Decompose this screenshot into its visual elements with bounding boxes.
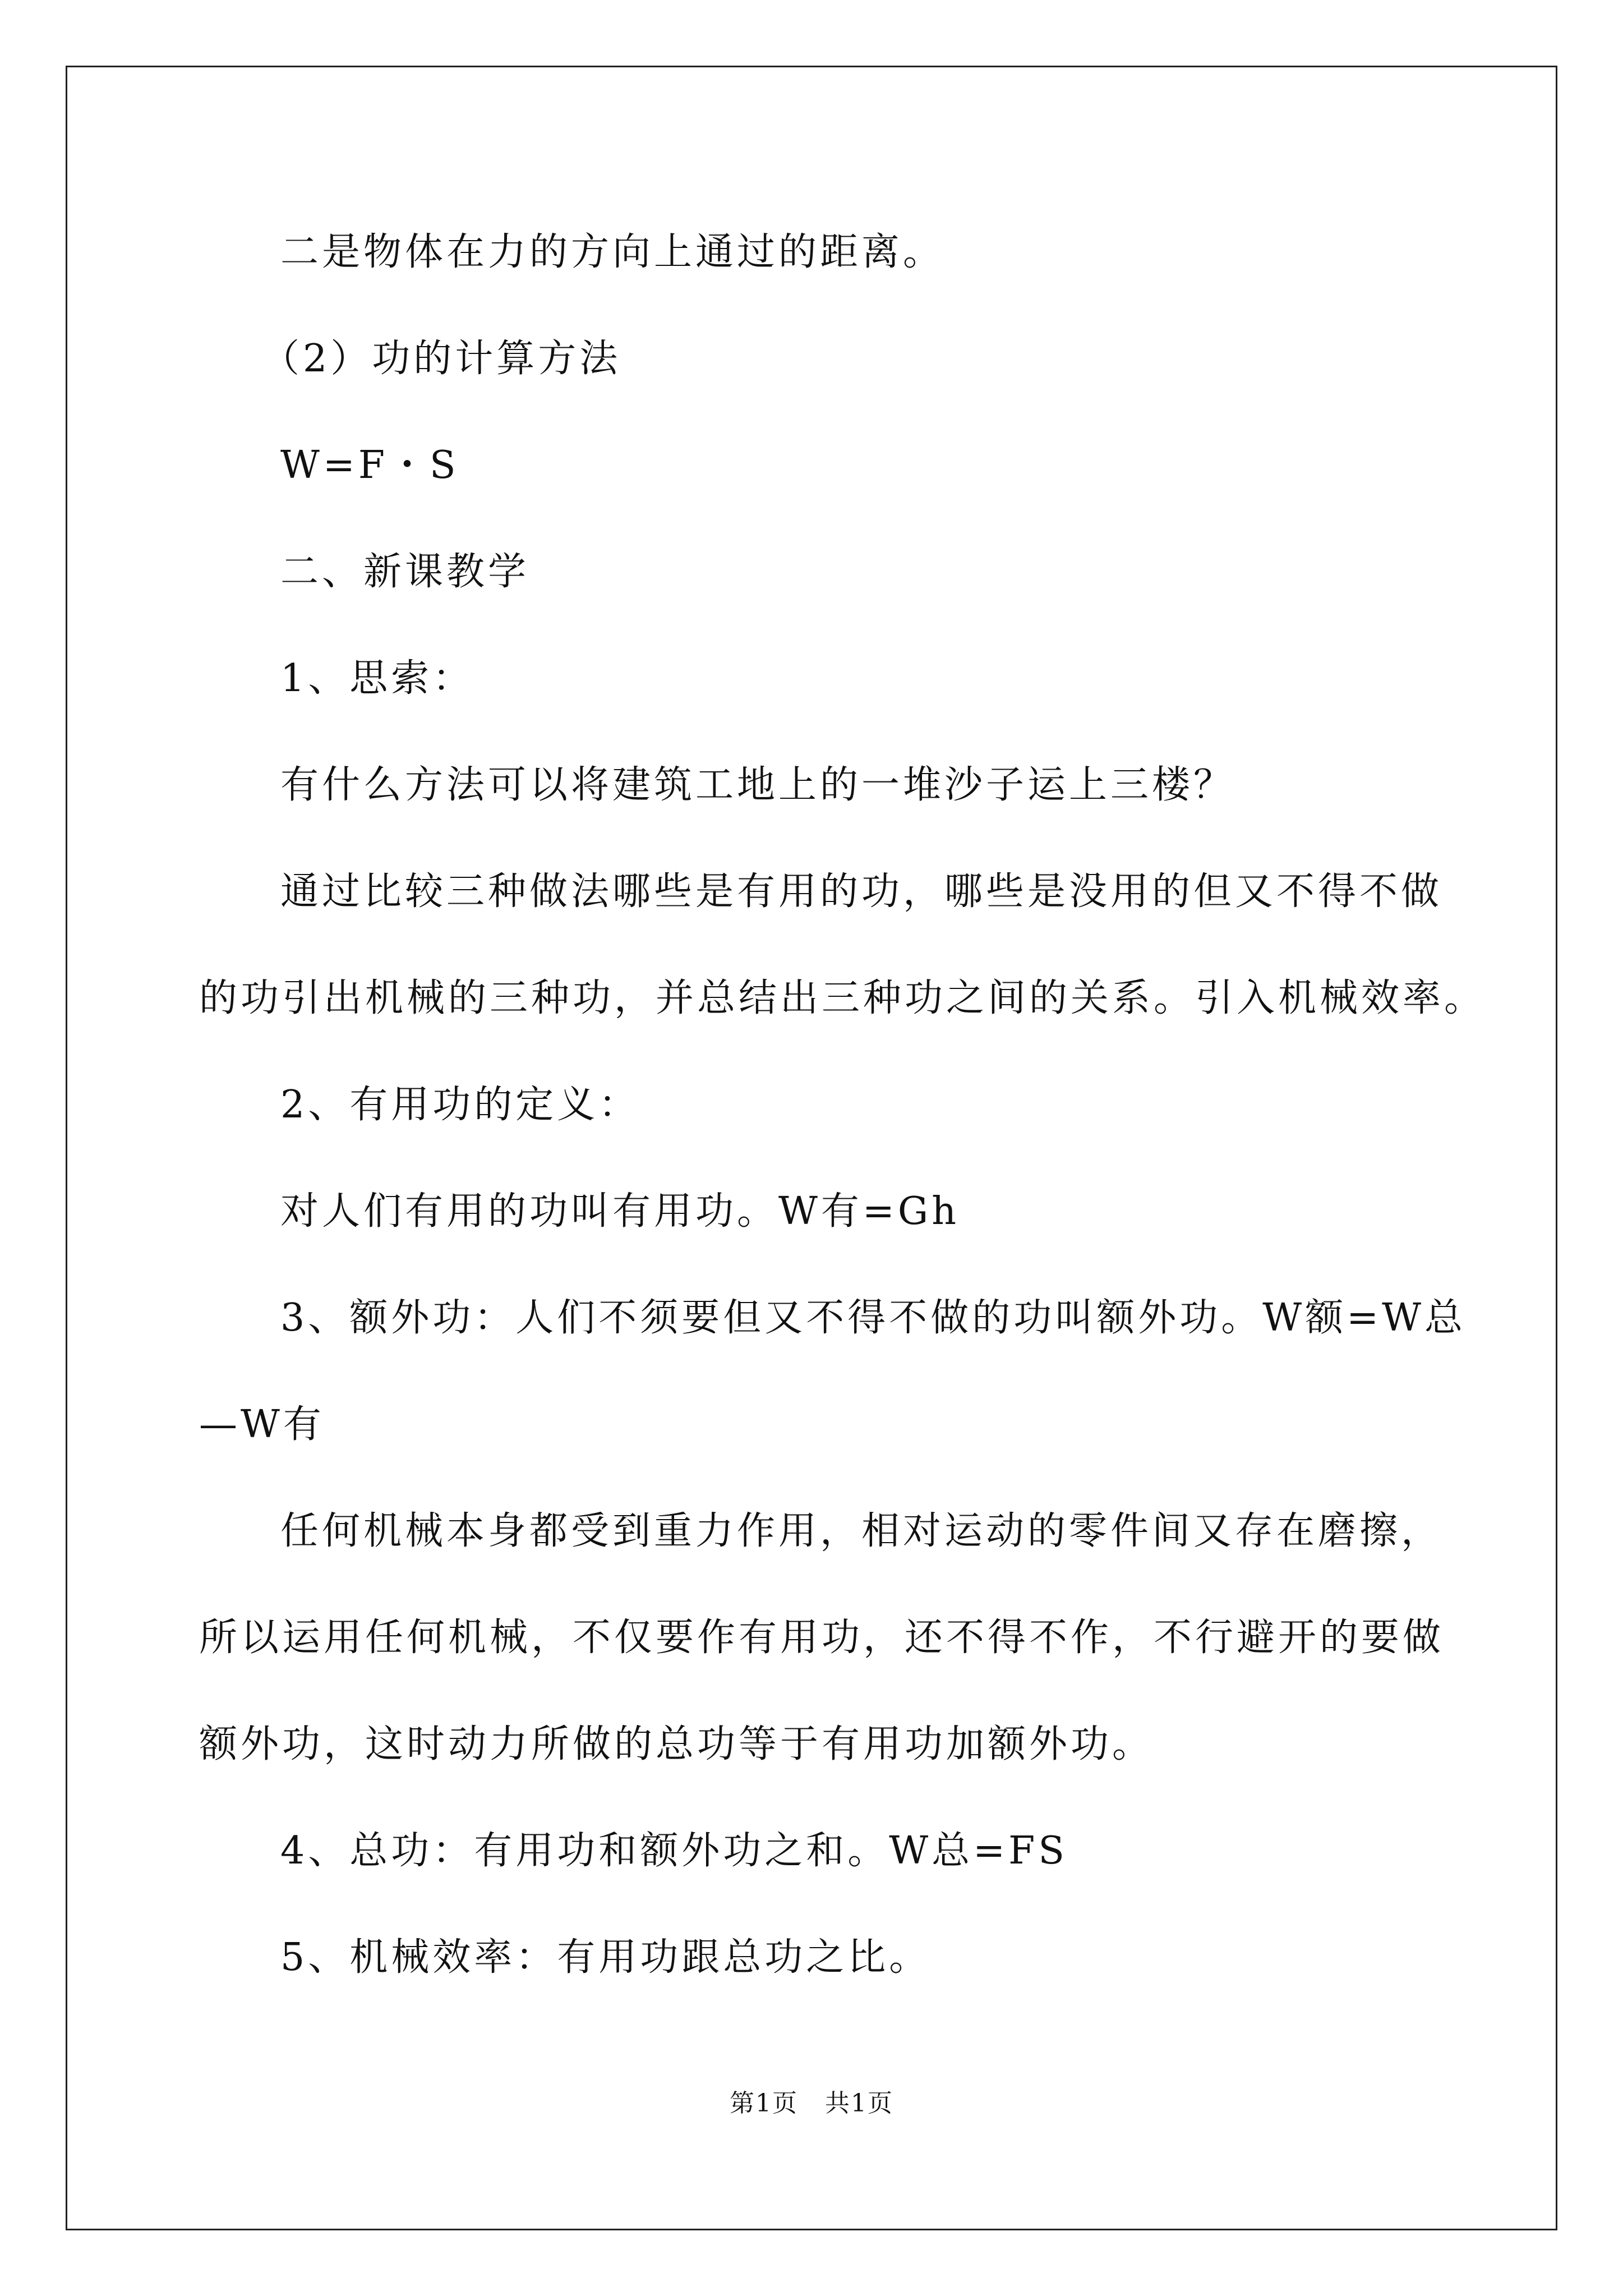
paragraph-11-continued: 所以运用任何机械，不仅要作有用功，还不得不作，不行避开的要做 (199, 1616, 1445, 1660)
paragraph-13: 5、机械效率：有用功跟总功之比。 (280, 1935, 931, 1980)
paragraph-5: 1、思索： (280, 656, 474, 701)
page-border (66, 66, 1557, 2230)
paragraph-6: 有什么方法可以将建筑工地上的一堆沙子运上三楼？ (280, 763, 1235, 807)
page-number-footer: 第1页 共1页 (730, 2089, 893, 2118)
paragraph-10-continued: —W有 (199, 1402, 325, 1447)
paragraph-7: 通过比较三种做法哪些是有用的功，哪些是没用的但又不得不做 (280, 869, 1443, 914)
paragraph-7-continued: 的功引出机械的三种功，并总结出三种功之间的关系。引入机械效率。 (199, 976, 1486, 1020)
paragraph-9: 对人们有用的功叫有用功。W有=Gh (280, 1189, 960, 1234)
paragraph-1: 二是物体在力的方向上通过的距离。 (280, 230, 945, 274)
paragraph-10: 3、额外功：人们不须要但又不得不做的功叫额外功。W额=W总 (280, 1296, 1467, 1340)
paragraph-12: 4、总功：有用功和额外功之和。W总=FS (280, 1829, 1068, 1873)
paragraph-11-continued-2: 额外功，这时动力所做的总功等于有用功加额外功。 (199, 1722, 1154, 1766)
paragraph-3: W=F・S (280, 443, 459, 487)
paragraph-2: （2）功的计算方法 (261, 337, 621, 381)
paragraph-11: 任何机械本身都受到重力作用，相对运动的零件间又存在磨擦， (280, 1509, 1443, 1553)
paragraph-8: 2、有用功的定义： (280, 1083, 640, 1127)
paragraph-4: 二、新课教学 (280, 550, 530, 594)
